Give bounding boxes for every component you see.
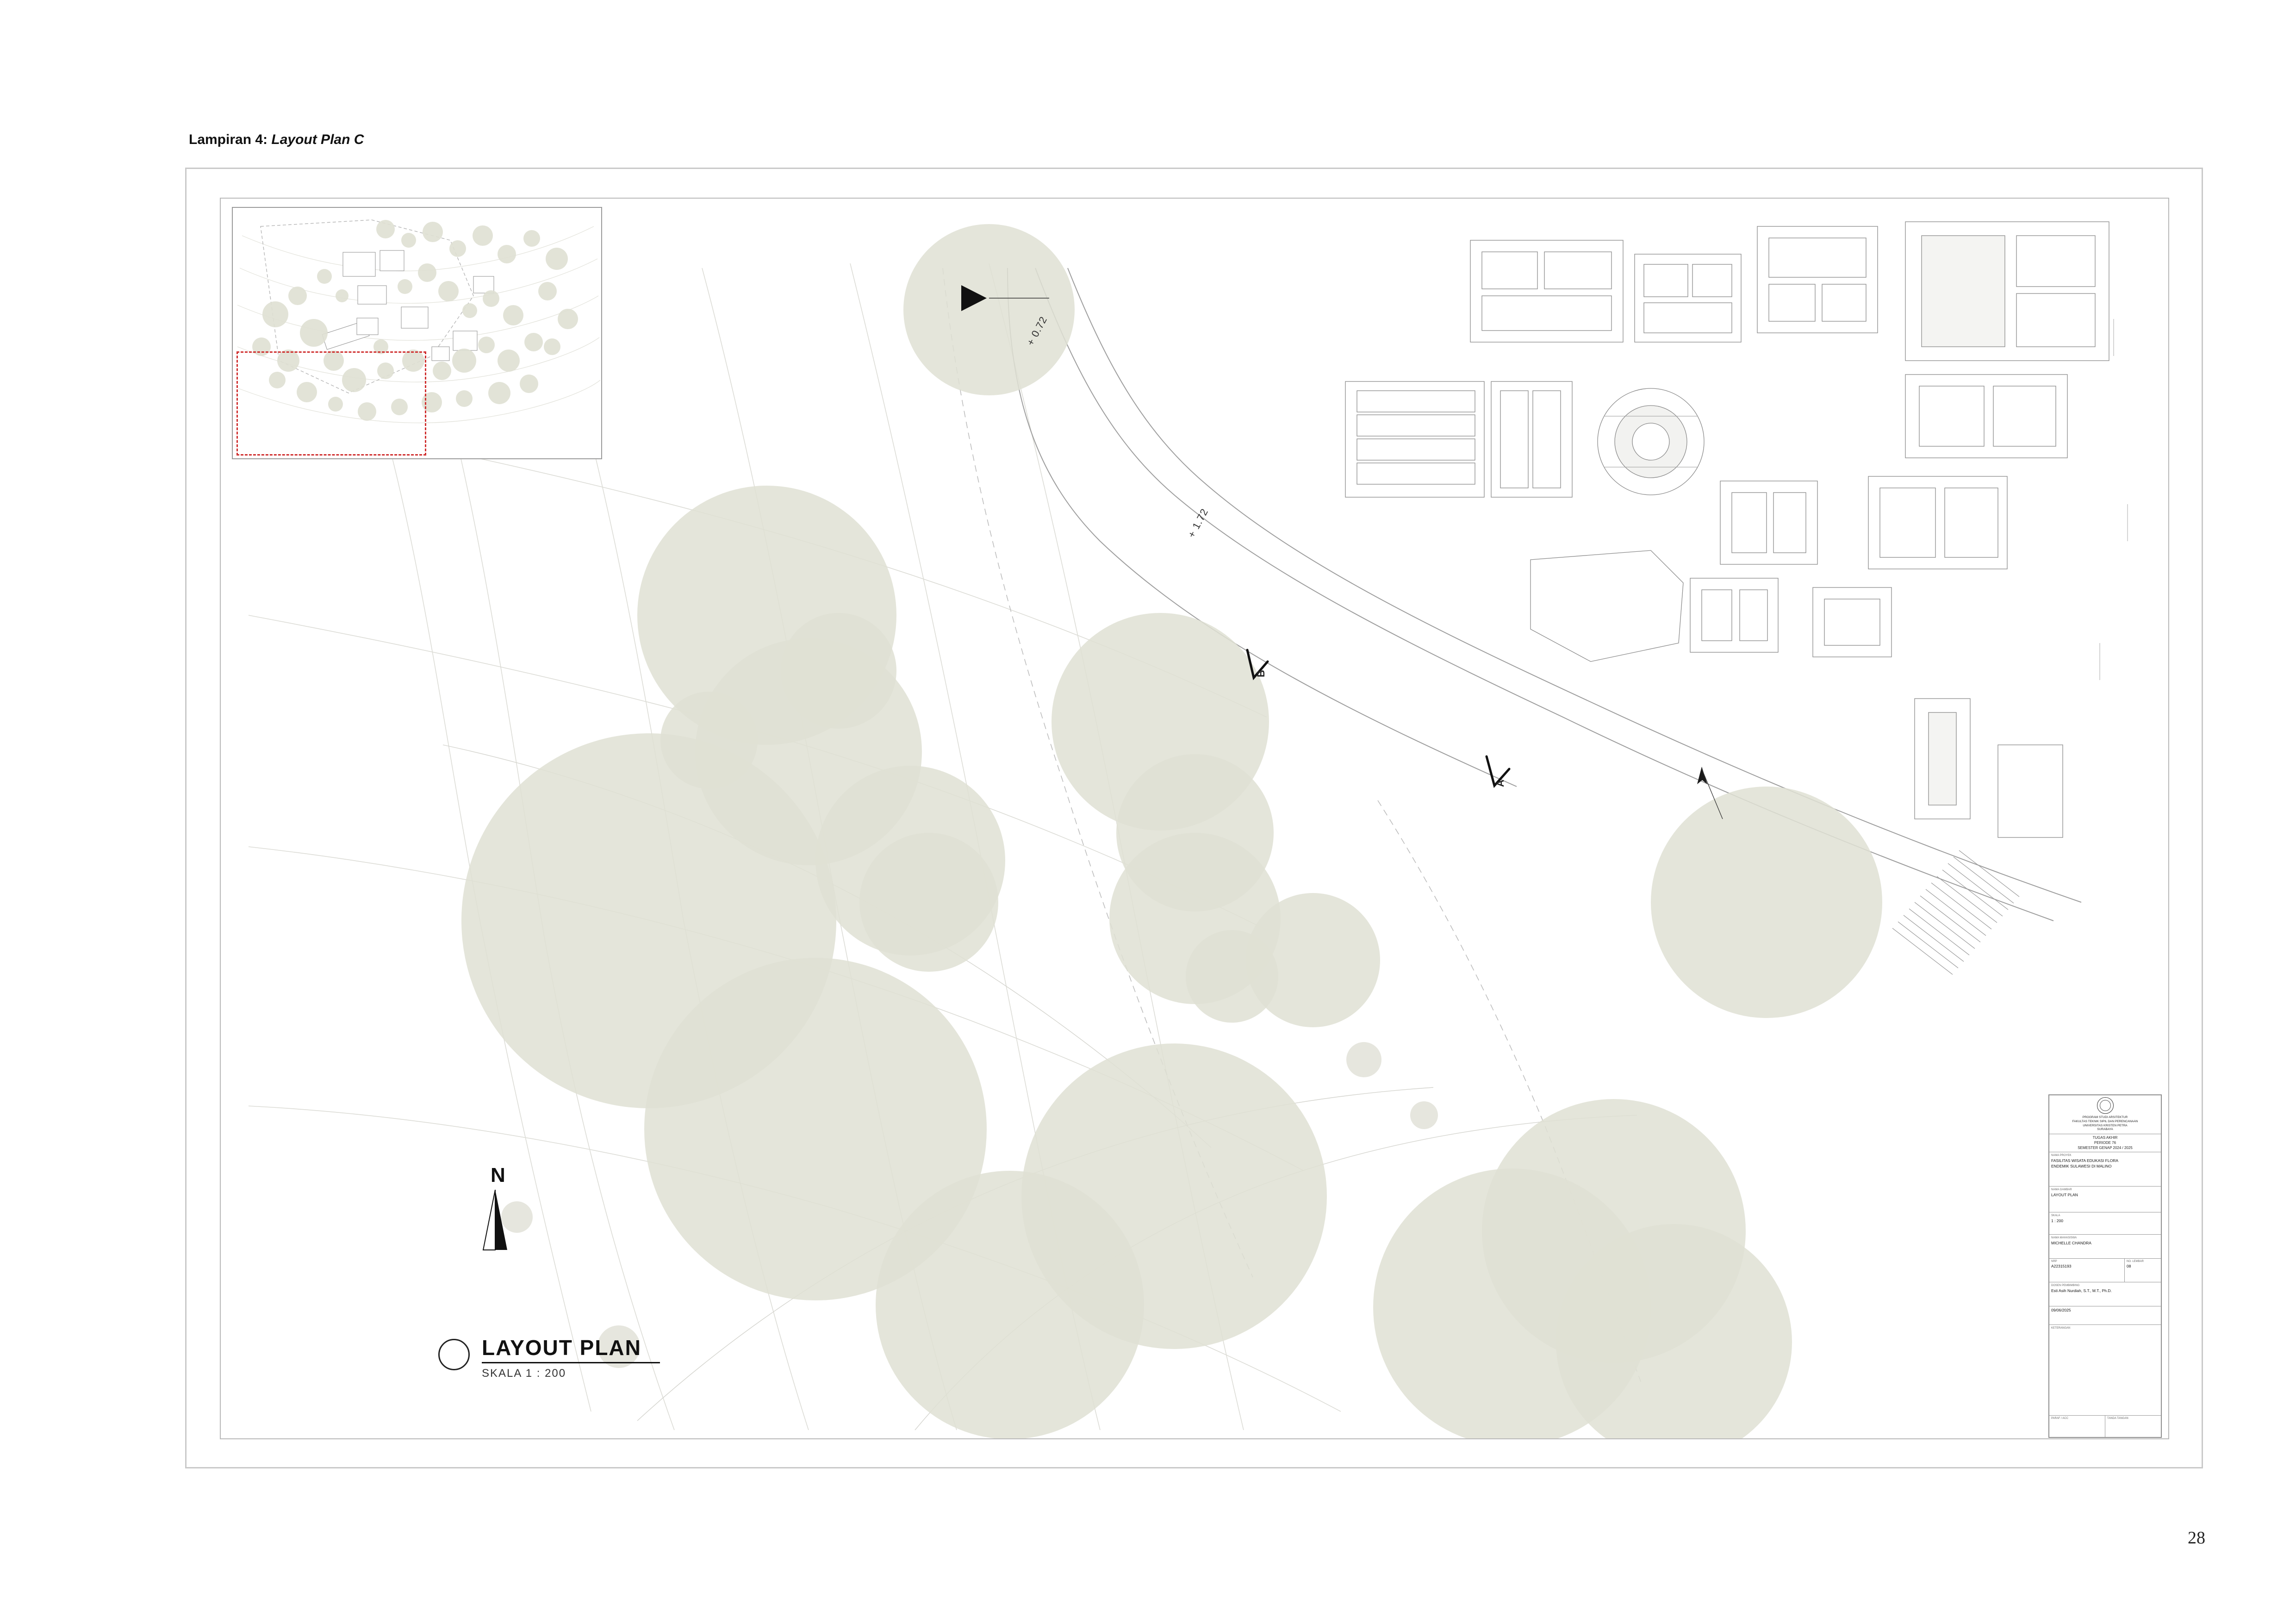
drawing-name-value: LAYOUT PLAN [2051, 1193, 2078, 1198]
north-arrow [473, 1164, 533, 1275]
institution-line-1: FAKULTAS TEKNIK SIPIL DAN PERENCANAAN [2072, 1119, 2138, 1123]
figure-caption [189, 132, 364, 148]
title-block-nrp-sheet [2049, 1259, 2161, 1282]
note-label: KETERANGAN [2051, 1327, 2071, 1330]
title-block-signatures [2049, 1416, 2161, 1437]
title-block-approval [2105, 1416, 2161, 1437]
project-type-line-1: PERIODE 76 [2094, 1140, 2116, 1145]
sheet-value: 08 [2127, 1264, 2131, 1269]
title-block-drawing-name [2049, 1187, 2161, 1212]
scale-label: SKALA [2051, 1214, 2060, 1218]
nrp-label: NRP [2051, 1260, 2057, 1263]
title-block-project [2049, 1152, 2161, 1187]
section-mark-b-label: B [1255, 670, 1267, 677]
student-label: NAMA MAHASISWA [2051, 1237, 2077, 1240]
section-mark-a-label: A [1494, 780, 1506, 787]
level-marker-1: + 1.72 [1185, 506, 1211, 540]
level-marker-0: + 0.72 [1024, 314, 1050, 348]
key-plan-highlight-box [236, 351, 426, 456]
caption-prefix: Lampiran 4: [189, 132, 268, 147]
project-type-line-2: SEMESTER GENAP 2024 / 2025 [2078, 1145, 2133, 1150]
title-block-date [2049, 1306, 2161, 1325]
advisor-label: DOSEN PEMBIMBING [2051, 1284, 2080, 1287]
approval-label: TANDA TANGAN [2107, 1417, 2128, 1420]
date-value: 09/06/2025 [2051, 1308, 2071, 1313]
title-block-scale [2049, 1212, 2161, 1235]
title-block-project-type [2049, 1134, 2161, 1152]
title-block-nrp [2049, 1259, 2125, 1282]
title-block-student [2049, 1235, 2161, 1259]
project-type-line-0: TUGAS AKHIR [2092, 1136, 2118, 1140]
title-block-signature [2049, 1416, 2105, 1437]
nrp-value: A22315193 [2051, 1264, 2072, 1269]
page-number: 28 [2188, 1528, 2205, 1548]
figure-frame [185, 168, 2203, 1468]
key-plan-inset [232, 207, 602, 459]
university-seal-icon [2097, 1097, 2114, 1114]
title-block [2048, 1094, 2162, 1438]
caption-title: Layout Plan C [271, 132, 364, 147]
institution-line-3: SURABAYA [2097, 1128, 2113, 1131]
north-arrow-label: N [491, 1164, 506, 1187]
signature-label: PARAF / ACC [2051, 1417, 2068, 1420]
drawing-scale-note: SKALA 1 : 200 [482, 1367, 566, 1380]
institution-line-2: UNIVERSITAS KRISTEN PETRA [2083, 1124, 2128, 1127]
advisor-value: Esti Asih Nurdiah, S.T., M.T., Ph.D. [2051, 1288, 2112, 1293]
title-block-note [2049, 1325, 2161, 1416]
sheet-label: NO. LEMBAR [2127, 1260, 2144, 1263]
scale-value: 1 : 200 [2051, 1218, 2063, 1224]
drawing-sheet [220, 198, 2169, 1439]
title-block-institution [2049, 1095, 2161, 1134]
student-value: MICHELLE CHANDRA [2051, 1241, 2091, 1246]
project-value-line-0: FASILITAS WISATA EDUKASI FLORA [2051, 1158, 2119, 1163]
title-block-sheet [2125, 1259, 2161, 1282]
drawing-name-label: NAMA GAMBAR [2051, 1188, 2072, 1192]
project-value-line-1: ENDEMIK SULAWESI DI MALINO [2051, 1163, 2112, 1168]
title-bullet-icon [438, 1339, 470, 1370]
project-label: NAMA PROYEK [2051, 1154, 2072, 1157]
institution-line-0: PROGRAM STUDI ARSITEKTUR [2082, 1115, 2128, 1119]
drawing-title-block [438, 1335, 660, 1380]
drawing-title: LAYOUT PLAN [482, 1335, 660, 1363]
title-block-advisor [2049, 1282, 2161, 1306]
